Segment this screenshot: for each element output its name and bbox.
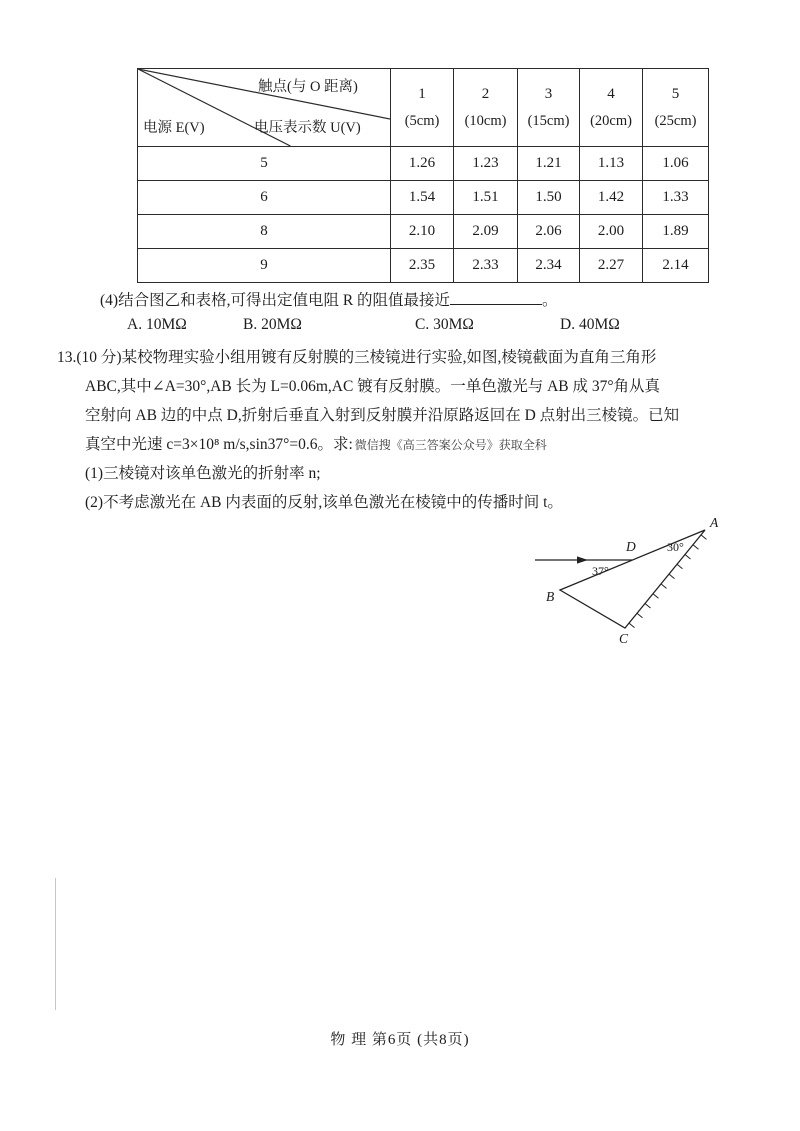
question13-line4: [85, 432, 547, 454]
reading-cell: 1.33: [643, 181, 709, 215]
incident-angle-label: 37°: [592, 564, 609, 578]
prism-diagram: [520, 513, 765, 658]
contact-distance: (10cm): [464, 112, 507, 129]
source-voltage: 8: [138, 215, 391, 249]
column-header-2: [454, 69, 518, 147]
question13-line4-text: 真空中光速 c=3×10⁸ m/s,sin37°=0.6。求:: [85, 436, 353, 453]
vertex-b-label: B: [546, 589, 555, 604]
contact-distance: (25cm): [654, 112, 697, 129]
corner-left-label: 电源 E(V): [143, 120, 205, 136]
column-header-3: [518, 69, 580, 147]
source-voltage: 9: [138, 249, 391, 283]
table-corner-cell: [138, 69, 391, 147]
question4-period: 。: [542, 292, 558, 309]
page-footer: 物 理 第6页 (共8页): [330, 1032, 470, 1048]
question13-sub2: (2)不考虑激光在 AB 内表面的反射,该单色激光在棱镜中的传播时间 t。: [85, 494, 563, 511]
reading-cell: 2.33: [454, 249, 518, 283]
question13-sub1: (1)三棱镜对该单色激光的折射率 n;: [85, 465, 321, 482]
reading-cell: 1.26: [391, 147, 454, 181]
reading-cell: 1.13: [580, 147, 643, 181]
contact-number: 4: [607, 85, 615, 102]
reading-cell: 2.00: [580, 215, 643, 249]
table-header-row: [138, 69, 709, 147]
reading-cell: 2.34: [518, 249, 580, 283]
question13-line1: 13.(10 分)某校物理实验小组用镀有反射膜的三棱镜进行实验,如图,棱镜截面为直角三角形: [57, 349, 657, 366]
table-row: [138, 147, 709, 181]
reading-cell: 2.09: [454, 215, 518, 249]
corner-top-label: 触点(与 O 距离): [258, 79, 358, 95]
reading-cell: 1.21: [518, 147, 580, 181]
wechat-note: 微信搜《高三答案公众号》获取全科: [354, 438, 547, 452]
answer-blank: [450, 289, 542, 305]
contact-number: 3: [544, 85, 553, 102]
table-row: [138, 215, 709, 249]
reading-cell: 2.27: [580, 249, 643, 283]
reading-cell: 2.10: [391, 215, 454, 249]
table-row: [138, 181, 709, 215]
contact-number: 1: [418, 85, 426, 102]
vertex-a-label: A: [710, 515, 719, 530]
source-voltage: 5: [138, 147, 391, 181]
option-a: A. 10MΩ: [127, 316, 187, 333]
reading-cell: 1.89: [643, 215, 709, 249]
option-c: C. 30MΩ: [415, 316, 474, 333]
question13-line3: 空射向 AB 边的中点 D,折射后垂直入射到反射膜并沿原路返回在 D 点射出三棱镜。已知: [85, 407, 680, 424]
column-header-1: [391, 69, 454, 147]
reading-cell: 1.42: [580, 181, 643, 215]
reading-cell: 1.23: [454, 147, 518, 181]
question4-text: (4)结合图乙和表格,可得出定值电阻 R 的阻值最接近: [100, 292, 451, 309]
scan-artifact-line: [55, 878, 56, 1010]
reading-cell: 1.51: [454, 181, 518, 215]
source-voltage: 6: [138, 181, 391, 215]
measurement-table: [137, 68, 709, 283]
contact-distance: (20cm): [590, 112, 632, 129]
question4-prompt: [100, 288, 558, 310]
contact-distance: (5cm): [404, 112, 440, 129]
reading-cell: 1.54: [391, 181, 454, 215]
column-header-4: [580, 69, 643, 147]
apex-angle-label: 30°: [667, 540, 684, 554]
option-d: D. 40MΩ: [560, 316, 620, 333]
point-d-label: D: [626, 539, 636, 554]
question13-line2: ABC,其中∠A=30°,AB 长为 L=0.06m,AC 镀有反射膜。一单色激光与 AB 成 37°角从真: [85, 378, 661, 395]
reading-cell: 2.14: [643, 249, 709, 283]
reading-cell: 2.35: [391, 249, 454, 283]
reading-cell: 1.50: [518, 181, 580, 215]
reading-cell: 1.06: [643, 147, 709, 181]
table-row: [138, 249, 709, 283]
vertex-c-label: C: [619, 631, 629, 646]
ray-arrowhead-icon: [577, 556, 588, 563]
column-header-5: [643, 69, 709, 147]
contact-number: 5: [671, 85, 680, 102]
contact-number: 2: [481, 85, 490, 102]
contact-distance: (15cm): [527, 112, 570, 129]
option-b: B. 20MΩ: [243, 316, 302, 333]
reading-cell: 2.06: [518, 215, 580, 249]
corner-mid-label: 电压表示数 U(V): [254, 120, 361, 136]
